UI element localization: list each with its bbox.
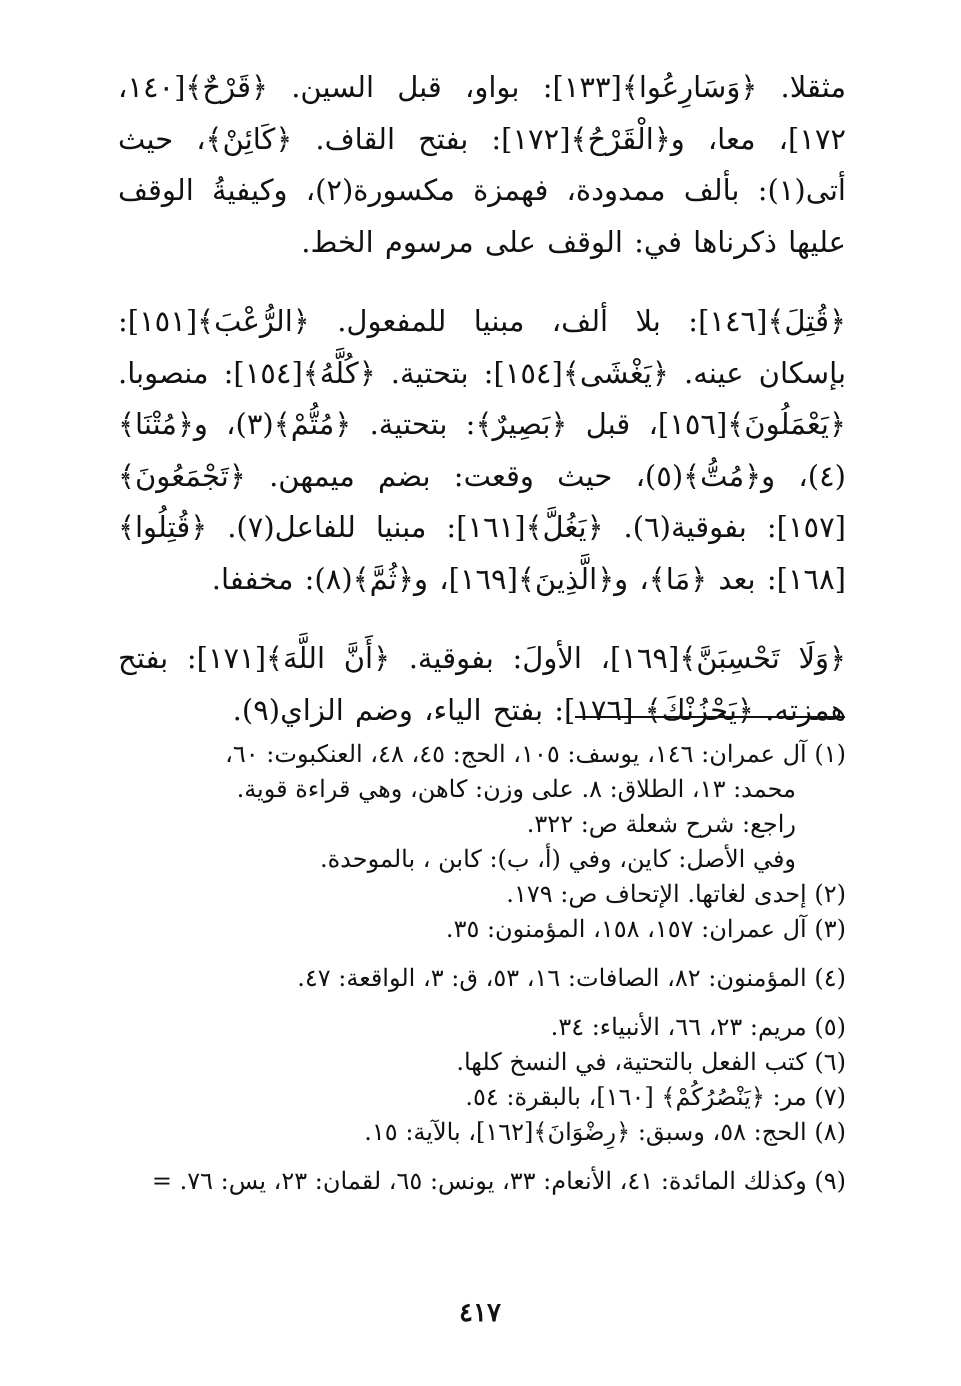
paragraph-1: مثقلا. ﴿وَسَارِعُوا﴾[١٣٣]: بواو، قبل السين. ﴿قَرْحٌ﴾[١٤٠، ١٧٢]، معا، و﴿الْقَرْحُ﴾[١٧٢]: بفتح القاف. ﴿كَائِنْ﴾، حيث أتى(١): بألف ممدودة، فهمزة مكسورة(٢)، وكيفيةُ الوقف عليها ذكرناها في: الوقف على مرسوم الخط. (118, 70, 847, 259)
footnote-text: مر: ﴿يَنْصُرُكُمْ﴾ [١٦٠]، بالبقرة: ٥٤. (465, 1083, 807, 1111)
footnote-number: (٧) (814, 1083, 846, 1111)
footnote-number: (٥) (814, 1013, 846, 1041)
footnote-1 (118, 737, 846, 772)
footnote-number: (٣) (814, 915, 846, 943)
footnote-5 (118, 1010, 846, 1045)
footnote-6 (118, 1045, 846, 1080)
footnote-text: آل عمران: ١٥٧، ١٥٨، المؤمنون: ٣٥. (445, 915, 807, 943)
footnote-divider (575, 716, 845, 718)
footnote-text: إحدى لغاتها. الإتحاف ص: ١٧٩. (506, 880, 807, 908)
page-number: ٤١٧ (459, 1298, 501, 1328)
footnote-text: آل عمران: ١٤٦، يوسف: ١٠٥، الحج: ٤٥، ٤٨، العنكبوت: ٦٠، (225, 740, 807, 768)
footnote-text: المؤمنون: ٨٢، الصافات: ١٦، ٥٣، ق: ٣، الواقعة: ٤٧. (297, 964, 807, 992)
footnote-text: مريم: ٢٣، ٦٦، الأنبياء: ٣٤. (550, 1013, 807, 1041)
footnote-1-line-2: محمد: ١٣، الطلاق: ٨. على وزن: كاهن، وهي قراءة قوية. (236, 775, 796, 803)
footnotes (118, 737, 846, 1199)
footnote-3 (118, 912, 846, 947)
footnote-text: الحج: ٥٨، وسبق: ﴿رِضْوَانَ﴾[١٦٢]، بالآية: ١٥. (364, 1118, 807, 1146)
footnote-number: (٨) (814, 1118, 846, 1146)
footnote-text: وكذلك المائدة: ٤١، الأنعام: ٣٣، يونس: ٦٥، لقمان: ٢٣، يس: ٧٦. = (151, 1167, 807, 1195)
footnote-text: كتب الفعل بالتحتية، في النسخ كلها. (456, 1048, 807, 1076)
footnote-number: (١) (814, 740, 846, 768)
main-text (118, 62, 846, 736)
footnote-number: (٩) (814, 1167, 846, 1195)
footnote-number: (٤) (814, 964, 846, 992)
footnote-9 (118, 1164, 846, 1199)
paragraph-2: ﴿قُتِلَ﴾[١٤٦]: بلا ألف، مبنيا للمفعول. ﴿الرُّعْبَ﴾[١٥١]: بإسكان عينه. ﴿يَغْشَى﴾[١٥٤]: بتحتية. ﴿كُلَّهُ﴾[١٥٤]: منصوبا. ﴿يَعْمَلُونَ﴾[١٥٦]، قبل ﴿بَصِيرٌ﴾: بتحتية. ﴿مُتُّمْ﴾(٣)، و﴿مُتْنَا﴾(٤)، و﴿مُتُّ﴾(٥)، حيث وقعت: بضم ميمهن. ﴿تَجْمَعُونَ﴾[١٥٧]: بفوقية(٦). ﴿يَغُلَّ﴾[١٦١]: مبنيا للفاعل(٧). ﴿قُتِلُوا﴾[١٦٨]: بعد ﴿مَا﴾، و﴿الَّذِينَ﴾[١٦٩]، و﴿ثُمَّ﴾(٨): مخففا. (118, 304, 847, 596)
footnote-2 (118, 877, 846, 912)
footnote-4 (118, 961, 846, 996)
footnote-7 (118, 1080, 846, 1115)
footnote-number: (٢) (814, 880, 846, 908)
footnote-8 (118, 1115, 846, 1150)
footnote-number: (٦) (814, 1048, 846, 1076)
paragraph-3: ﴿وَلَا تَحْسِبَنَّ﴾[١٦٩]، الأولَ: بفوقية. ﴿أَنَّ اللَّهَ﴾[١٧١]: بفتح همزته. ﴿يَحْزُنْكَ﴾ [١٧٦]: بفتح الياء، وضم الزاي(٩). (118, 641, 846, 727)
footnote-1-line-4: وفي الأصل: كاين، وفي (أ، ب): كابن ، بالموحدة. (319, 845, 796, 873)
footnote-1-line-3: راجع: شرح شعلة ص: ٣٢٢. (526, 810, 796, 838)
